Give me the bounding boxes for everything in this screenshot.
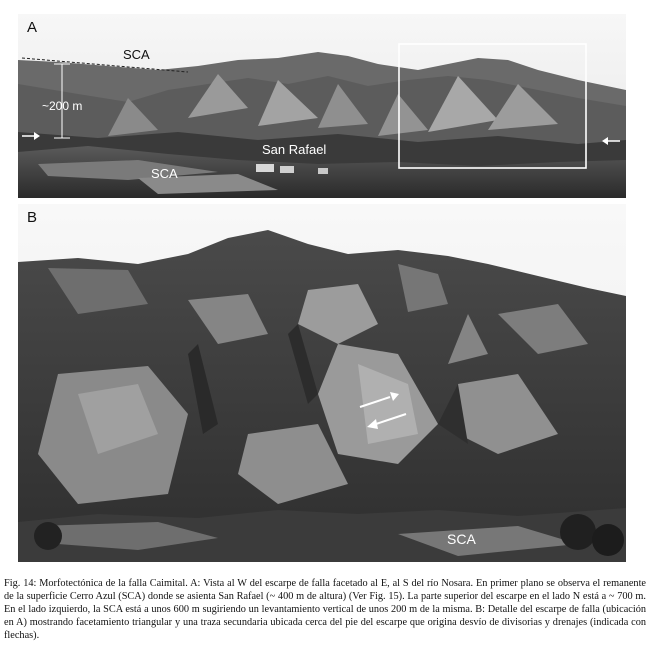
sca-top-label: SCA — [123, 47, 150, 62]
landscape-photo-a — [18, 14, 626, 198]
san-rafael-label: San Rafael — [262, 142, 327, 157]
sca-bottom-label: SCA — [151, 166, 178, 181]
figure-caption: Fig. 14: Morfotectónica de la falla Caimital. A: Vista al W del escarpe de falla facetado al E, al S del río Nosara. En primer plano se observa el remanente de la superficie Cerro Azul (SCA) donde se asienta San Rafael (~ 400 m de altura) (Ver Fig. 15). La parte superior del escarpe en el lado N está a ~ 700 m. En el lado izquierdo, la SCA está a unos 600 m sugiriendo un levantamiento vertical de unos 200 m de la misma. B: Detalle del escarpe de falla (ubicación en A) mostrando facetamiento triangular y una traza secundaria ubicada cerca del pie del escarpe que origina desvío de divisorias y drenajes (indicada con flechas). — [4, 578, 646, 641]
height-marker-label: ~200 m — [42, 99, 83, 113]
photo-panel-b — [18, 204, 626, 562]
photo-panel-a — [18, 14, 626, 198]
panel-b-label: B — [27, 209, 38, 226]
sca-label-b: SCA — [447, 531, 476, 547]
landscape-photo-b — [18, 204, 626, 562]
panel-a-label: A — [27, 19, 38, 36]
